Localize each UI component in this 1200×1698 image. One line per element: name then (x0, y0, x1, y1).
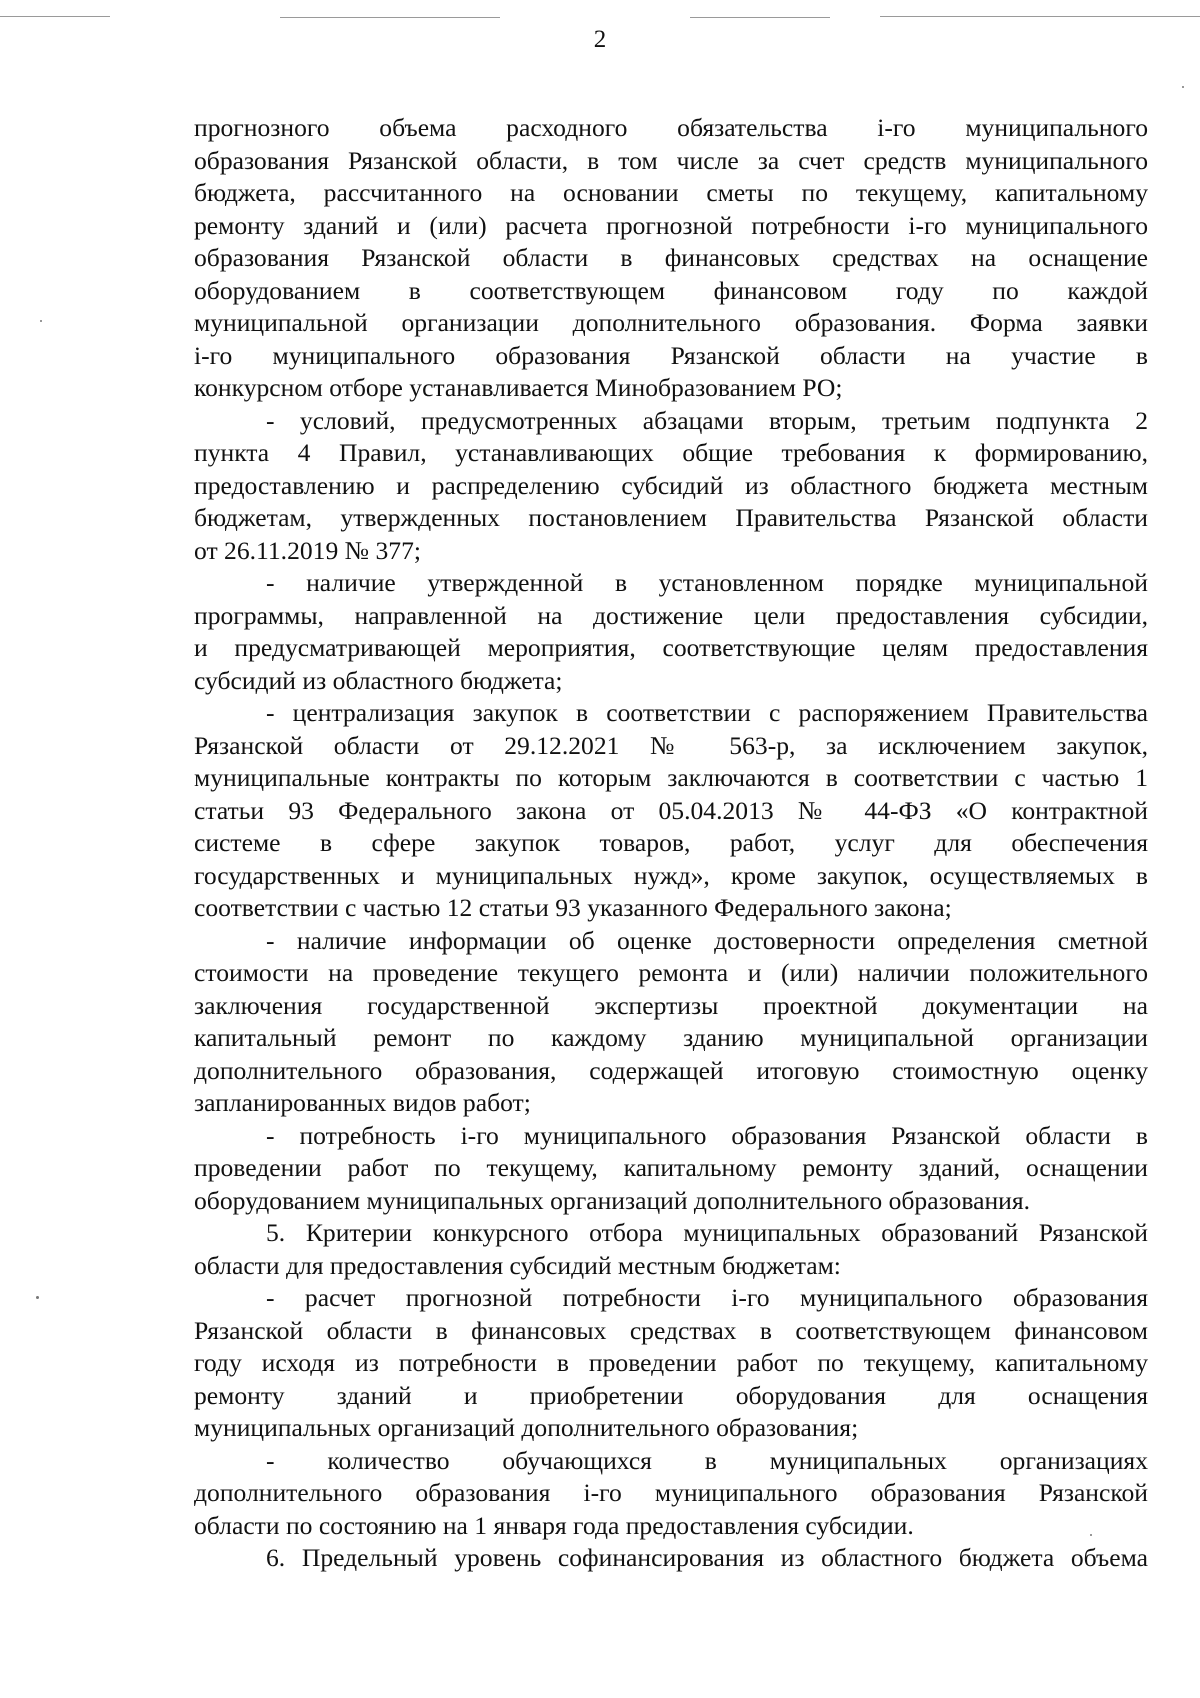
text-line: соответствии с частью 12 статьи 93 указанного Федерального закона; (194, 893, 952, 922)
text-line: капитальный ремонт по каждому зданию муниципальной организации (194, 1023, 1148, 1052)
text-line: оборудованием муниципальных организаций дополнительного образования. (194, 1185, 1031, 1215)
text-line: - расчет прогнозной потребности i-го муниципального образования (266, 1283, 1148, 1312)
text-line: - наличие утвержденной в установленном порядке муниципальной (266, 568, 1148, 597)
text-line: 6. Предельный уровень софинансирования из областного бюджета объема (266, 1543, 1148, 1572)
text-line: программы, направленной на достижение цели предоставления субсидии, (194, 600, 1148, 630)
text-line: проведении работ по текущему, капитальному ремонту зданий, оснащении (194, 1153, 1148, 1182)
text-line: пункта 4 Правил, устанавливающих общие требования к формированию, (194, 438, 1148, 467)
text-line: - количество обучающихся в муниципальных организациях (266, 1445, 1148, 1475)
text-line: прогнозного объема расходного обязательства i-го муниципального (194, 113, 1148, 142)
text-line: бюджетам, утвержденных постановлением Правительства Рязанской области (194, 503, 1148, 532)
scan-speck (1090, 1534, 1092, 1536)
text-line: оборудованием в соответствующем финансовом году по каждой (194, 275, 1148, 305)
text-line: предоставлению и распределению субсидий из областного бюджета местным (194, 470, 1148, 500)
text-line: ремонту зданий и (или) расчета прогнозной потребности i-го муниципального (194, 210, 1148, 240)
text-line: i-го муниципального образования Рязанской области на участие в (194, 340, 1148, 370)
text-line: образования Рязанской области в финансовых средствах на оснащение (194, 243, 1148, 272)
text-line: системе в сфере закупок товаров, работ, услуг для обеспечения (194, 828, 1148, 857)
text-line: году исходя из потребности в проведении работ по текущему, капитальному (194, 1348, 1148, 1377)
text-line: муниципальные контракты по которым заключаются в соответствии с частью 1 (194, 763, 1148, 792)
text-line: области для предоставления субсидий местным бюджетам: (194, 1250, 841, 1280)
scan-speck (36, 1296, 39, 1299)
text-line: образования Рязанской области, в том числе за счет средств муниципального (194, 145, 1148, 175)
text-line: 5. Критерии конкурсного отбора муниципальных образований Рязанской (266, 1218, 1148, 1247)
text-line: дополнительного образования i-го муниципального образования Рязанской (194, 1478, 1148, 1507)
text-line: - централизация закупок в соответствии с распоряжением Правительства (266, 698, 1148, 727)
text-line: государственных и муниципальных нужд», кроме закупок, осуществляемых в (194, 860, 1148, 890)
scan-speck (1182, 86, 1184, 88)
text-line: и предусматривающей мероприятия, соответствующие целям предоставления (194, 633, 1148, 662)
text-line: статьи 93 Федерального закона от 05.04.2013 № 44-ФЗ «О контрактной (194, 795, 1148, 825)
text-line: - потребность i-го муниципального образования Рязанской области в (266, 1120, 1148, 1150)
text-line: - наличие информации об оценке достоверности определения сметной (266, 925, 1148, 955)
text-line: заключения государственной экспертизы проектной документации на (194, 990, 1148, 1020)
text-line: - условий, предусмотренных абзацами вторым, третьим подпункта 2 (266, 405, 1148, 435)
text-line: дополнительного образования, содержащей итоговую стоимостную оценку (194, 1055, 1148, 1085)
scan-speck (40, 320, 42, 322)
text-line: стоимости на проведение текущего ремонта и (или) наличии положительного (194, 958, 1148, 987)
text-line: ремонту зданий и приобретении оборудования для оснащения (194, 1380, 1148, 1410)
text-line: запланированных видов работ; (194, 1088, 531, 1117)
text-line: от 26.11.2019 № 377; (194, 535, 421, 565)
text-line: Рязанской области от 29.12.2021 № 563-р, за исключением закупок, (194, 730, 1148, 760)
page-number: 2 (593, 26, 607, 53)
text-line: Рязанской области в финансовых средствах в соответствующем финансовом (194, 1315, 1148, 1345)
text-line: муниципальных организаций дополнительного образования; (194, 1413, 859, 1442)
text-line: конкурсном отборе устанавливается Минобразованием РО; (194, 373, 843, 402)
text-line: бюджета, рассчитанного на основании сметы по текущему, капитальному (194, 178, 1148, 207)
text-line: субсидий из областного бюджета; (194, 665, 563, 695)
text-line: области по состоянию на 1 января года предоставления субсидии. (194, 1510, 914, 1540)
document-body (194, 112, 1148, 1575)
scan-header-artifacts (0, 0, 1200, 22)
text-line: муниципальной организации дополнительного образования. Форма заявки (194, 308, 1148, 337)
